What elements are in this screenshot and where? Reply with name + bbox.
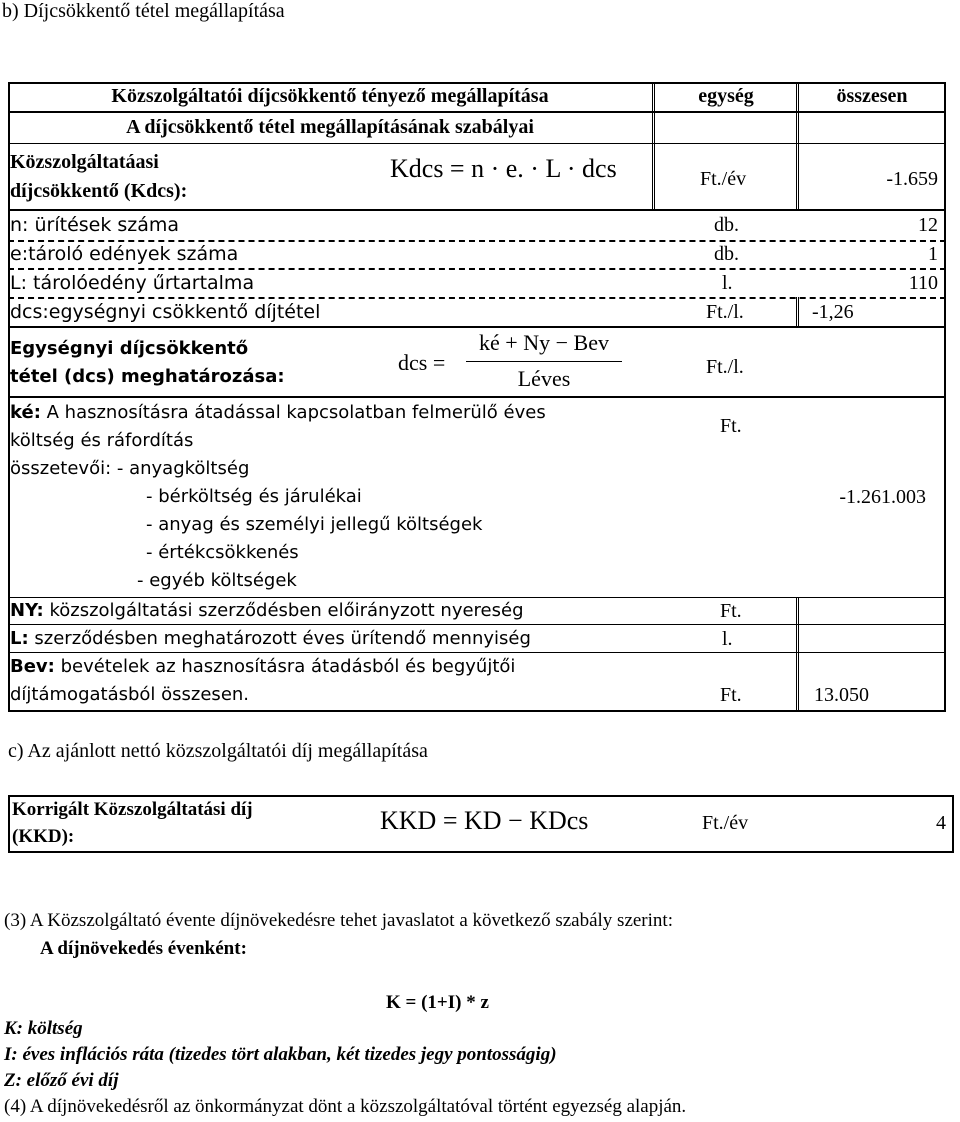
row-l-label: L: tárolóedény űrtartalma xyxy=(10,272,255,294)
bev-value: 13.050 xyxy=(814,684,869,706)
row-dcs-label: dcs:egységnyi csökkentő díjtétel xyxy=(10,301,321,323)
bev-line1 xyxy=(10,656,515,677)
ny-row xyxy=(10,600,524,621)
ke-line7: - egyéb költségek xyxy=(137,570,297,591)
l-row xyxy=(10,628,531,649)
formula-k: K = (1+I) * z xyxy=(386,992,489,1013)
paragraph-4: (4) A díjnövekedésről az önkormányzat dönt a közszolgáltatóval történt egyezség alapján. xyxy=(4,1096,687,1117)
dcs-label-line2: tétel (dcs) meghatározása: xyxy=(10,366,285,387)
dcs-formula-numerator: ké + Ny − Bev xyxy=(479,330,609,355)
l-bold-label: L: xyxy=(10,628,29,649)
kdcs-value: -1.659 xyxy=(886,168,938,190)
bev-unit: Ft. xyxy=(720,684,742,706)
ny-text: közszolgáltatási szerződésben előirányzott nyereség xyxy=(43,600,524,621)
ny-unit: Ft. xyxy=(720,600,742,622)
section-b-title: b) Díjcsökkentő tétel megállapítása xyxy=(2,0,285,22)
row-dcs-value: -1,26 xyxy=(812,301,854,323)
row-dcs-unit: Ft./l. xyxy=(706,301,744,323)
ke-line1 xyxy=(10,402,546,423)
dijnovekedes-heading: A díjnövekedés évenként: xyxy=(40,938,247,959)
kkd-formula: KKD = KD − KDcs xyxy=(380,806,589,835)
dcs-fraction-bar xyxy=(466,361,622,362)
bev-line2: díjtámogatásból összesen. xyxy=(10,684,250,705)
ke-line3: összetevői: - anyagköltség xyxy=(10,458,250,479)
ke-text: A hasznosításra átadással kapcsolatban felmerülő éves xyxy=(40,402,546,423)
dcs-label-line1: Egységnyi díjcsökkentő xyxy=(10,338,249,359)
ke-line5: - anyag és személyi jellegű költségek xyxy=(146,514,483,535)
ke-bold-label: ké: xyxy=(10,402,41,423)
kkd-label-line2: (KKD): xyxy=(12,826,75,847)
kdcs-label-line2: díjcsökkentő (Kdcs): xyxy=(10,180,188,202)
l-unit: l. xyxy=(722,628,733,650)
row-l-value: 110 xyxy=(908,272,938,294)
ny-bold-label: NY: xyxy=(10,600,44,621)
ke-unit: Ft. xyxy=(720,415,742,437)
kdcs-label-line1: Közszolgáltatáasi xyxy=(10,151,159,173)
definition-z: Z: előző évi díj xyxy=(4,1070,119,1091)
row-e-value: 1 xyxy=(928,243,938,265)
dcs-formula-denominator: Léves xyxy=(517,366,571,391)
dcs-formula-lhs: dcs = xyxy=(398,350,446,375)
kkd-unit: Ft./év xyxy=(702,812,749,834)
row-n-label: n: ürítések száma xyxy=(10,214,180,236)
row-e-unit: db. xyxy=(714,243,739,265)
bev-bold-label: Bev: xyxy=(10,656,55,677)
paragraph-3: (3) A Közszolgáltató évente díjnövekedésre tehet javaslatot a következő szabály szerint: xyxy=(4,910,673,931)
kkd-value: 4 xyxy=(936,812,946,834)
definition-k: K: költség xyxy=(4,1018,83,1039)
row-n-unit: db. xyxy=(714,214,739,236)
section-c-title: c) Az ajánlott nettó közszolgáltatói díj megállapítása xyxy=(8,740,428,762)
row-n-value: 12 xyxy=(918,214,938,236)
row-l-unit: l. xyxy=(722,272,733,294)
row-e-label: e:tároló edények száma xyxy=(10,243,239,265)
header-unit: egység xyxy=(698,85,754,107)
kdcs-formula: Kdcs = n · e. · L · dcs xyxy=(390,154,617,183)
kkd-label-line1: Korrigált Közszolgáltatási díj xyxy=(12,799,253,820)
l-text: szerződésben meghatározott éves ürítendő mennyiség xyxy=(28,628,531,649)
ke-line6: - értékcsökkenés xyxy=(146,542,299,563)
rules-subheader: A díjcsökkentő tétel megállapításának szabályai xyxy=(126,116,534,138)
ke-line4: - bérköltség és járulékai xyxy=(146,486,362,507)
ke-value: -1.261.003 xyxy=(839,486,926,508)
header-title: Közszolgáltatói díjcsökkentő tényező megállapítása xyxy=(111,85,549,107)
dcs-unit: Ft./l. xyxy=(706,356,744,378)
definition-i: I: éves inflációs ráta (tizedes tört alakban, két tizedes jegy pontosságig) xyxy=(4,1044,557,1065)
kdcs-unit: Ft./év xyxy=(700,168,747,190)
header-total: összesen xyxy=(836,85,908,107)
bev-text: bevételek az hasznosításra átadásból és begyűjtői xyxy=(54,656,516,677)
ke-line2: költség és ráfordítás xyxy=(10,430,194,451)
